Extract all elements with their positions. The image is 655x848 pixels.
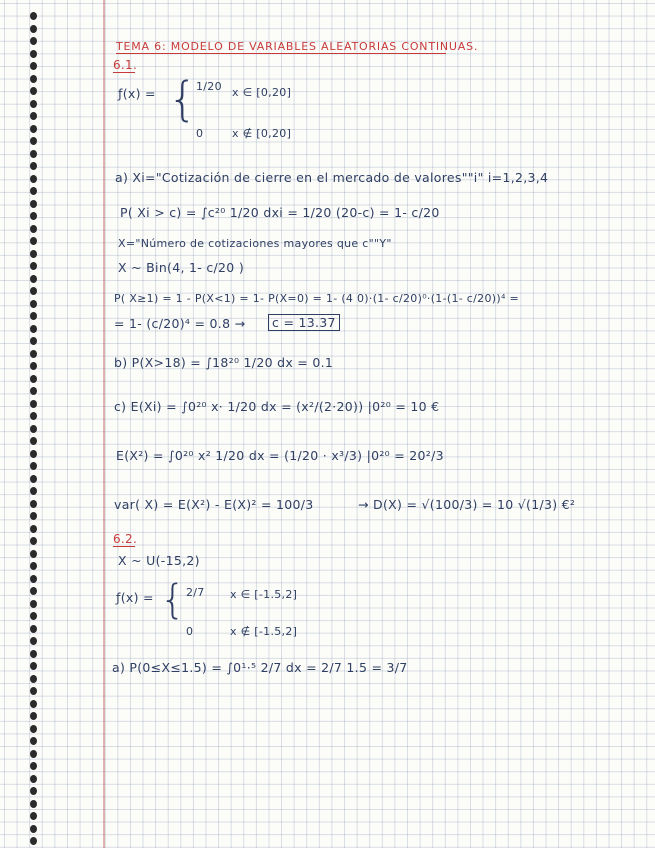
spiral-hole — [30, 725, 37, 733]
spiral-hole — [30, 525, 37, 533]
spiral-hole — [30, 112, 37, 120]
spiral-hole — [30, 812, 37, 820]
spiral-hole — [30, 437, 37, 445]
spiral-hole — [30, 637, 37, 645]
density-brace: { — [160, 577, 186, 623]
spiral-hole — [30, 175, 37, 183]
spiral-hole — [30, 362, 37, 370]
part-b-equation: b) P(X>18) = ∫18²⁰ 1/20 dx = 0.1 — [114, 355, 334, 370]
spiral-hole — [30, 562, 37, 570]
spiral-hole — [30, 50, 37, 58]
section-heading-6-1: 6.1. — [113, 58, 138, 72]
density-value-1: 1/20 — [196, 80, 222, 93]
spiral-hole — [30, 100, 37, 108]
spiral-hole — [30, 775, 37, 783]
spiral-hole — [30, 837, 37, 845]
spiral-hole — [30, 425, 37, 433]
page-title: TEMA 6: MODELO DE VARIABLES ALEATORIAS CONTINUAS. — [116, 40, 479, 53]
spiral-hole — [30, 337, 37, 345]
spiral-hole — [30, 687, 37, 695]
spiral-hole — [30, 250, 37, 258]
part-a-uniform-probability: a) P(0≤X≤1.5) = ∫0¹·⁵ 2/7 dx = 2/7 1.5 = 3/7 — [112, 660, 408, 675]
spiral-hole — [30, 737, 37, 745]
spiral-hole — [30, 662, 37, 670]
spiral-hole — [30, 487, 37, 495]
spiral-hole — [30, 625, 37, 633]
part-a-x-definition: X="Número de cotizaciones mayores que c""Y" — [118, 237, 392, 250]
part-c-second-moment: E(X²) = ∫0²⁰ x² 1/20 dx = (1/20 · x³/3) |0²⁰ = 20²/3 — [116, 448, 444, 463]
density-label: ƒ(x) = — [116, 590, 154, 605]
margin-line — [103, 0, 105, 848]
spiral-hole — [30, 500, 37, 508]
section-heading-6-2: 6.2. — [113, 532, 138, 546]
spiral-hole — [30, 400, 37, 408]
spiral-hole — [30, 162, 37, 170]
density-condition-2: x ∉ [0,20] — [232, 127, 292, 140]
spiral-hole — [30, 412, 37, 420]
spiral-hole — [30, 212, 37, 220]
spiral-hole — [30, 62, 37, 70]
spiral-hole — [30, 387, 37, 395]
spiral-hole — [30, 762, 37, 770]
spiral-hole — [30, 825, 37, 833]
density-condition-1: x ∈ [-1.5,2] — [230, 588, 298, 601]
spiral-hole — [30, 650, 37, 658]
density-condition-1: x ∈ [0,20] — [232, 86, 292, 99]
spiral-hole — [30, 25, 37, 33]
part-c-variance: var( X) = E(X²) - E(X)² = 100/3 — [114, 497, 314, 512]
part-a-equation-2: = 1- (c/20)⁴ = 0.8 → — [114, 316, 246, 331]
spiral-hole — [30, 312, 37, 320]
spiral-hole — [30, 87, 37, 95]
spiral-hole — [30, 787, 37, 795]
spiral-hole — [30, 462, 37, 470]
spiral-hole — [30, 137, 37, 145]
spiral-hole — [30, 512, 37, 520]
spiral-hole — [30, 575, 37, 583]
spiral-hole — [30, 587, 37, 595]
density-value-1: 2/7 — [186, 586, 205, 599]
spiral-hole — [30, 800, 37, 808]
part-a-equation-1: P( X≥1) = 1 - P(X<1) = 1- P(X=0) = 1- (4 0)·(1- c/20)⁰·(1-(1- c/20))⁴ = — [114, 292, 519, 305]
spiral-hole — [30, 275, 37, 283]
spiral-hole — [30, 12, 37, 20]
heading-underline — [113, 72, 135, 73]
spiral-hole — [30, 450, 37, 458]
spiral-hole — [30, 675, 37, 683]
spiral-hole — [30, 612, 37, 620]
spiral-hole — [30, 237, 37, 245]
part-c-std-deviation: → D(X) = √(100/3) = 10 √(1/3) €² — [358, 497, 576, 512]
density-brace: { — [168, 72, 198, 126]
spiral-hole — [30, 325, 37, 333]
spiral-hole — [30, 600, 37, 608]
density-value-2: 0 — [186, 625, 194, 638]
spiral-hole — [30, 550, 37, 558]
spiral-hole — [30, 375, 37, 383]
density-condition-2: x ∉ [-1.5,2] — [230, 625, 298, 638]
heading-underline — [113, 546, 135, 547]
spiral-hole — [30, 75, 37, 83]
spiral-hole — [30, 700, 37, 708]
part-a-result-box: c = 13.37 — [268, 314, 340, 331]
spiral-hole — [30, 300, 37, 308]
spiral-hole — [30, 475, 37, 483]
spiral-hole — [30, 537, 37, 545]
part-a-probability: P( Xi > c) = ∫c²⁰ 1/20 dxi = 1/20 (20-c) = 1- c/20 — [120, 205, 440, 220]
part-a-definition: a) Xi="Cotización de cierre en el mercado de valores""i" i=1,2,3,4 — [115, 170, 549, 185]
spiral-hole — [30, 750, 37, 758]
spiral-hole — [30, 187, 37, 195]
density-value-2: 0 — [196, 127, 204, 140]
part-a-binomial: X ~ Bin(4, 1- c/20 ) — [118, 260, 245, 275]
title-underline — [116, 53, 446, 54]
spiral-hole — [30, 225, 37, 233]
uniform-distribution: X ~ U(-15,2) — [118, 553, 200, 568]
density-label: ƒ(x) = — [118, 86, 156, 101]
spiral-hole — [30, 350, 37, 358]
spiral-hole — [30, 200, 37, 208]
spiral-hole — [30, 150, 37, 158]
spiral-hole — [30, 262, 37, 270]
spiral-hole — [30, 287, 37, 295]
spiral-hole — [30, 37, 37, 45]
spiral-hole — [30, 125, 37, 133]
spiral-binding — [0, 0, 40, 848]
spiral-hole — [30, 712, 37, 720]
part-c-expectation: c) E(Xi) = ∫0²⁰ x· 1/20 dx = (x²/(2·20)) |0²⁰ = 10 € — [114, 399, 440, 414]
